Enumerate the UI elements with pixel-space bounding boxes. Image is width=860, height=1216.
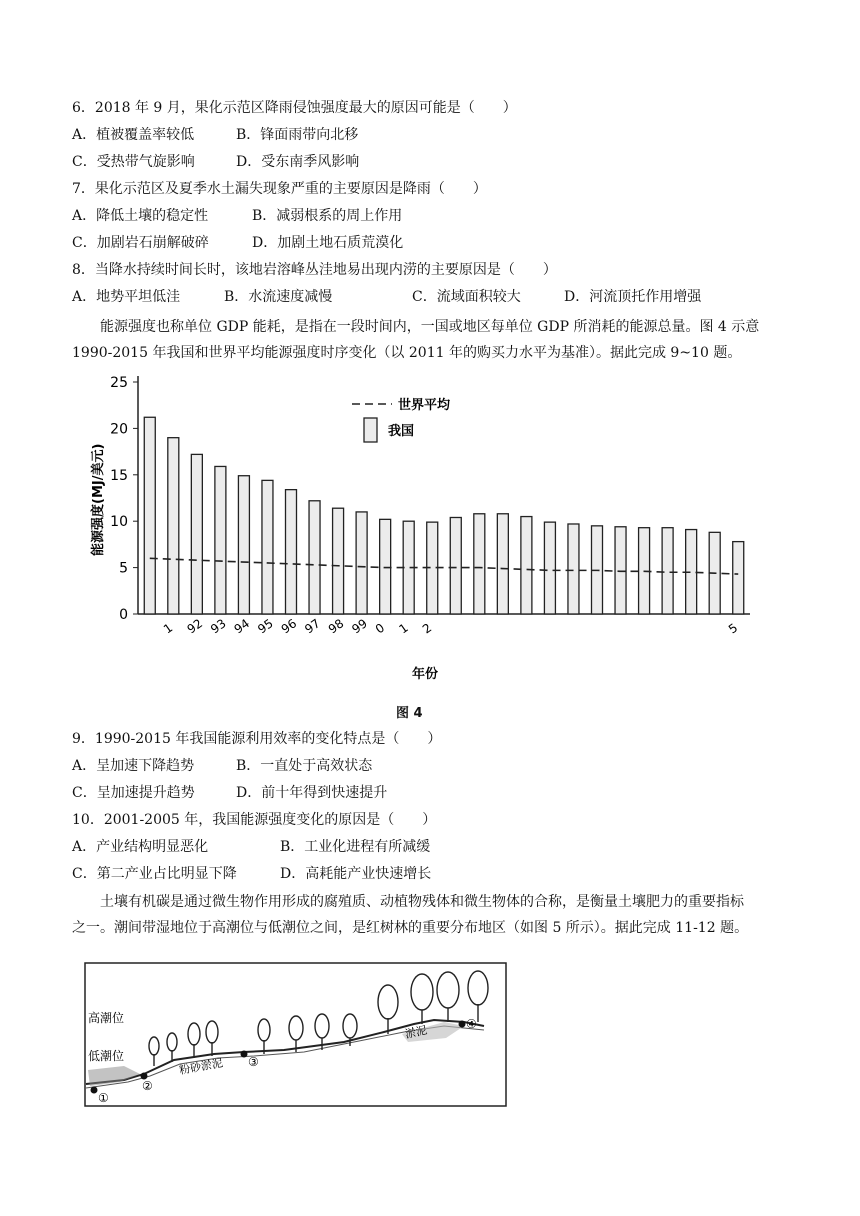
bar-china-2008 [568, 524, 579, 614]
bar-china-1999 [356, 512, 367, 614]
bar-china-2003 [450, 517, 461, 614]
y-tick-label: 25 [110, 375, 128, 391]
q7-option-b: B．减弱根系的周上作用 [252, 208, 403, 224]
q9-options-row1 [72, 756, 372, 776]
q7-option-d: D．加剧土地石质荒漠化 [252, 235, 404, 251]
q9-options-row2 [72, 783, 387, 803]
x-tick-label: 1 [396, 620, 411, 637]
bar-china-1991 [168, 438, 179, 614]
x-tick-label: 93 [208, 616, 229, 637]
x-tick-label: 97 [302, 616, 323, 637]
q6-options-row2 [72, 152, 359, 172]
q7-option-c: C．加剧岩石崩解破碎 [72, 235, 209, 251]
q10-option-c: C．第二产业占比明显下降 [72, 866, 237, 882]
legend-world-label: 世界平均 [398, 398, 451, 413]
x-tick-label: 94 [231, 616, 253, 637]
q10-option-a: A．产业结构明显恶化 [72, 839, 209, 855]
x-tick-label: 98 [325, 616, 347, 637]
y-tick-label: 15 [110, 467, 128, 484]
intro2-line1: 土壤有机碳是通过微生物作用形成的腐殖质、动植物残体和微生物体的合称，是衡量土壤肥力的重要指标 [100, 894, 744, 910]
intro1-line2: 1990-2015 年我国和世界平均能源强度时序变化（以 2011 年的购买力水平为基准）。据此完成 9~10 题。 [72, 345, 742, 361]
q10-stem: 10．2001-2005 年，我国能源强度变化的原因是（ ） [72, 812, 437, 828]
q6-option-b: B．锋面雨带向北移 [236, 127, 359, 143]
bar-china-2012 [662, 528, 673, 614]
silt-label: 淤泥 [403, 1023, 429, 1041]
marker-dot-3 [241, 1051, 248, 1058]
x-tick-label: 1 [160, 620, 176, 637]
bar-china-2015 [733, 542, 744, 614]
bar-china-1993 [215, 466, 226, 614]
figure-4-caption: 图 4 [396, 706, 423, 721]
y-tick-label: 20 [110, 421, 128, 438]
q9-stem: 9．1990-2015 年我国能源利用效率的变化特点是（ ） [72, 731, 442, 747]
marker-label-3: ③ [248, 1055, 259, 1069]
q8-option-a: A．地势平坦低洼 [72, 289, 181, 305]
energy-intensity-chart [72, 366, 772, 696]
bar-china-1992 [191, 454, 202, 614]
bar-china-2005 [497, 514, 508, 614]
intro1-line1: 能源强度也称单位 GDP 能耗，是指在一段时间内，一国或地区每单位 GDP 所消耗的能源总量。图 4 示意 [100, 319, 760, 335]
q6-option-a: A．植被覆盖率较低 [72, 127, 195, 143]
x-tick-label: 5 [725, 620, 741, 637]
marker-label-2: ② [142, 1079, 153, 1093]
intro-paragraph-energy [72, 314, 788, 366]
q9-option-c: C．呈加速提升趋势 [72, 785, 195, 801]
bar-china-1994 [238, 476, 249, 614]
y-tick-label: 10 [110, 514, 128, 531]
marker-label-4: ④ [466, 1017, 477, 1031]
q6-stem: 6．2018 年 9 月，果化示范区降雨侵蚀强度最大的原因可能是（ ） [72, 100, 517, 116]
legend-china-swatch [364, 418, 377, 442]
x-tick-label: 0 [372, 620, 388, 637]
q9-option-b: B．一直处于高效状态 [236, 758, 373, 774]
silt-sand-label: 粉砂淤泥 [178, 1056, 224, 1077]
x-tick-label: 92 [184, 616, 206, 637]
bar-china-2004 [474, 514, 485, 614]
q10-options-row2 [72, 864, 431, 884]
intertidal-profile-figure [84, 962, 508, 1108]
q7-options-row2 [72, 233, 403, 253]
intro2-line2: 之一。潮间带湿地位于高潮位与低潮位之间，是红树林的重要分布地区（如图 5 所示）。据此完成 11-12 题。 [72, 920, 749, 936]
x-axis-label: 年份 [412, 667, 439, 682]
q8-option-d: D．河流顶托作用增强 [564, 289, 702, 305]
bar-china-1996 [286, 490, 297, 614]
q8-option-c: C．流域面积较大 [412, 289, 521, 305]
marker-dot-1 [91, 1087, 98, 1094]
q6-option-c: C．受热带气旋影响 [72, 154, 195, 170]
y-tick-label: 5 [119, 560, 128, 577]
bar-china-2006 [521, 517, 532, 614]
x-tick-label: 96 [278, 616, 300, 637]
q7-stem: 7．果化示范区及夏季水土漏失现象严重的主要原因是降雨（ ） [72, 181, 487, 197]
marker-dot-4 [459, 1021, 466, 1028]
high-tide-label: 高潮位 [88, 1011, 125, 1025]
q10-option-d: D．高耗能产业快速增长 [280, 866, 432, 882]
x-tick-label: 2 [419, 620, 435, 637]
q9-option-a: A．呈加速下降趋势 [72, 758, 195, 774]
bar-china-1997 [309, 501, 320, 614]
q9-option-d: D．前十年得到快速提升 [236, 785, 388, 801]
x-tick-label: 99 [349, 616, 370, 637]
bar-china-1998 [333, 508, 344, 614]
q10-options-row1 [72, 837, 430, 857]
low-tide-label: 低潮位 [88, 1049, 125, 1063]
marker-label-1: ① [98, 1091, 109, 1105]
bar-china-1990 [144, 417, 155, 614]
legend-china-label: 我国 [388, 424, 415, 439]
bar-china-2000 [380, 519, 391, 614]
q6-option-d: D．受东南季风影响 [236, 154, 360, 170]
q10-option-b: B．工业化进程有所减缓 [280, 839, 431, 855]
y-tick-label: 0 [119, 607, 128, 623]
bar-china-1995 [262, 480, 273, 614]
q8-stem: 8．当降水持续时间长时，该地岩溶峰丛洼地易出现内涝的主要原因是（ ） [72, 262, 557, 278]
q6-options-row1 [72, 125, 358, 145]
bar-china-2010 [615, 527, 626, 614]
bar-china-2007 [544, 522, 555, 614]
q8-option-b: B．水流速度减慢 [224, 289, 333, 305]
q8-options-row [72, 287, 701, 307]
intro-paragraph-soil-carbon [72, 889, 788, 941]
q7-option-a: A．降低土壤的稳定性 [72, 208, 209, 224]
y-axis-label: 能源强度(MJ/美元) [91, 443, 106, 556]
x-tick-label: 95 [255, 616, 276, 637]
q7-options-row1 [72, 206, 402, 226]
